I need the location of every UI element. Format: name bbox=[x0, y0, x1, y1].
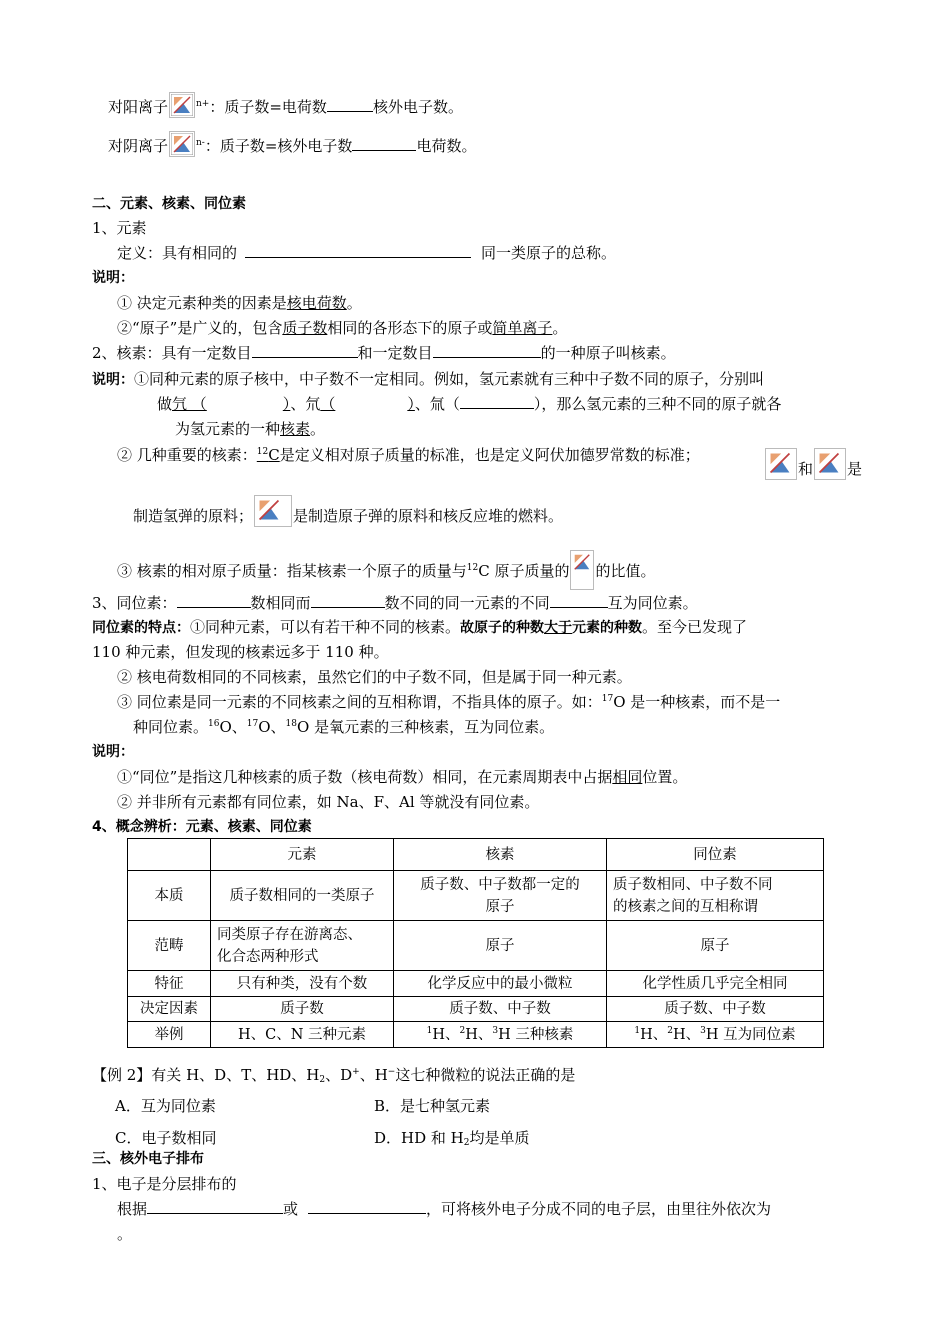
broken-image-icon bbox=[169, 92, 195, 118]
table-cell: 本质 bbox=[128, 871, 211, 921]
text: 、H bbox=[359, 1066, 388, 1084]
section-2-title: 二、元素、核素、同位素 bbox=[92, 196, 246, 212]
text: 电荷数。 bbox=[416, 137, 477, 155]
text: O 是氧元素的三种核素，互为同位素。 bbox=[297, 718, 555, 736]
table-row bbox=[128, 921, 824, 971]
text: 核电荷数 bbox=[286, 294, 347, 312]
cell-line: 的核素之间的互相称谓 bbox=[613, 898, 758, 915]
example-2-question bbox=[92, 1065, 575, 1085]
table-cell bbox=[211, 921, 394, 971]
text: 。 bbox=[552, 319, 568, 337]
electron-shell-line-end: 。 bbox=[117, 1225, 133, 1243]
note-item-1 bbox=[117, 293, 362, 313]
text: ③ 同位素是同一元素的不同核素之间的互相称谓，不指具体的原子。如： bbox=[117, 693, 602, 711]
text: O、 bbox=[219, 718, 247, 736]
cell-line: 质子数、中子数都一定的 bbox=[420, 876, 580, 893]
blank bbox=[433, 343, 541, 358]
text: 做 bbox=[157, 395, 173, 413]
table-cell: 质子数、中子数 bbox=[607, 997, 824, 1022]
text: 同位素的特点： bbox=[92, 620, 190, 636]
text: 制造氢弹的原料； bbox=[133, 507, 254, 525]
text: 3、同位素： bbox=[92, 594, 177, 612]
isotope-feature-1b: 110 种元素，但发现的核素远多于 110 种。 bbox=[92, 643, 389, 661]
superscript: 2 bbox=[459, 1025, 466, 1036]
table-cell: 核素 bbox=[394, 839, 607, 871]
text: 大于 bbox=[544, 620, 573, 636]
nuclide-note-3 bbox=[117, 550, 656, 590]
table-cell bbox=[128, 839, 211, 871]
text: 核外电子数。 bbox=[372, 98, 463, 116]
superscript: 16 bbox=[208, 719, 220, 729]
note-item-4: ② 并非所有元素都有同位素，如 Na、F、Al 等就没有同位素。 bbox=[117, 793, 540, 811]
text: 是 bbox=[847, 460, 863, 478]
blank bbox=[252, 343, 358, 358]
text: 【例 2】有关 H、D、T、HD、H bbox=[92, 1066, 320, 1084]
superscript: 1 bbox=[634, 1025, 641, 1036]
text: ③ 核素的相对原子质量：指某核素一个原子的质量与 bbox=[117, 562, 467, 580]
broken-image-icon bbox=[169, 131, 195, 157]
text: C 原子质量的 bbox=[478, 562, 570, 580]
table-row bbox=[128, 1022, 824, 1048]
text bbox=[320, 395, 415, 413]
text: 这七种微粒的说法正确的是 bbox=[395, 1066, 576, 1084]
text: 、氘 bbox=[290, 395, 321, 413]
anion-line bbox=[108, 131, 476, 157]
subsection-4-title: 4、概念辨析：元素、核素、同位素 bbox=[92, 819, 312, 835]
nuclide-definition bbox=[92, 343, 676, 363]
cell-line: 原子 bbox=[485, 898, 515, 915]
blank bbox=[311, 593, 385, 608]
isotope-feature-1a bbox=[92, 617, 747, 638]
superscript: 1 bbox=[426, 1025, 433, 1036]
text: 同一类原子的总称。 bbox=[481, 244, 617, 262]
text: 定义：具有相同的 bbox=[117, 244, 238, 262]
definition-line bbox=[117, 243, 616, 263]
table-header-row bbox=[128, 839, 824, 871]
text: ，可将核外电子分成不同的电子层，由里往外依次为 bbox=[426, 1200, 772, 1218]
text: 对阳离子 bbox=[108, 98, 169, 116]
text: H、 bbox=[672, 1026, 701, 1043]
superscript: n+ bbox=[196, 99, 210, 109]
text: 或 bbox=[283, 1200, 299, 1218]
text: ①“同位”是指这几种核素的质子数（核电荷数）相同，在元素周期表中占据 bbox=[117, 768, 613, 786]
isotope-feature-3a bbox=[117, 692, 780, 712]
nuclide-note-1a bbox=[92, 369, 764, 390]
blank bbox=[550, 593, 608, 608]
note-item-3 bbox=[117, 767, 687, 787]
text: ：质子数=核外电子数 bbox=[204, 137, 353, 155]
superscript: 3 bbox=[492, 1025, 499, 1036]
table-cell: 范畴 bbox=[128, 921, 211, 971]
text: 和 bbox=[798, 460, 814, 478]
broken-image-icon bbox=[814, 448, 846, 480]
text: 相同的各形态下的原子或 bbox=[327, 319, 493, 337]
superscript: 2 bbox=[667, 1025, 673, 1036]
text: 是定义相对原子质量的标准，也是定义阿伏加德罗常数的标准； bbox=[279, 446, 700, 464]
table-cell: 原子 bbox=[607, 921, 824, 971]
table-cell: 同位素 bbox=[607, 839, 824, 871]
text: （ bbox=[320, 395, 336, 413]
text: 简单离子 bbox=[492, 319, 553, 337]
text bbox=[257, 446, 280, 464]
text: 的一种原子叫核素。 bbox=[540, 344, 676, 362]
nuclide-note-2a bbox=[117, 445, 700, 465]
note-item-2 bbox=[117, 318, 567, 338]
broken-image-icon bbox=[765, 448, 797, 480]
text: 。 bbox=[310, 420, 326, 438]
blank bbox=[308, 1199, 426, 1214]
text: O 是一种核素，而不是一 bbox=[613, 693, 781, 711]
text: 质子数 bbox=[282, 319, 328, 337]
cell-line: 质子数相同、中子数不同 bbox=[613, 876, 773, 893]
note-label: 说明： bbox=[92, 270, 134, 286]
isotope-definition bbox=[92, 593, 698, 613]
text: ①同种元素，可以有若干种不同的核素。 bbox=[190, 618, 461, 636]
table-cell bbox=[394, 871, 607, 921]
superscript: n- bbox=[196, 138, 205, 148]
table-row bbox=[128, 971, 824, 997]
text: 互为同位素。 bbox=[607, 594, 698, 612]
superscript: 12 bbox=[466, 563, 479, 573]
text: 数不同的同一元素的不同 bbox=[384, 594, 550, 612]
isotope-feature-3b bbox=[133, 717, 554, 737]
table-row bbox=[128, 997, 824, 1022]
nuclide-note-1c bbox=[175, 419, 325, 439]
text: H、 bbox=[640, 1026, 668, 1043]
text: 2、核素：具有一定数目 bbox=[92, 344, 252, 362]
text: 是制造原子弹的原料和核反应堆的燃料。 bbox=[293, 507, 564, 525]
table-cell bbox=[394, 1022, 607, 1048]
text: 位置。 bbox=[642, 768, 688, 786]
text: C bbox=[268, 446, 280, 464]
blank bbox=[245, 243, 471, 258]
table-cell: 只有种类，没有个数 bbox=[211, 971, 394, 997]
cell-line: 化合态两种形式 bbox=[217, 948, 319, 965]
text: 为氢元素的一种 bbox=[175, 420, 281, 438]
text: ） bbox=[407, 395, 415, 413]
text: ），那么氢元素的三种不同的原子就各 bbox=[533, 395, 782, 413]
text: 故原子的种数 bbox=[460, 620, 545, 636]
table-cell: 质子数相同的一类原子 bbox=[211, 871, 394, 921]
text: 和一定数目 bbox=[357, 344, 433, 362]
text: ①同种元素的原子核中，中子数不一定相同。例如，氢元素就有三种中子数不同的原子，分别叫 bbox=[134, 370, 765, 388]
text: H、 bbox=[432, 1026, 460, 1043]
table-cell: 特征 bbox=[128, 971, 211, 997]
cell-line: 同类原子存在游离态、 bbox=[217, 926, 362, 943]
table-cell: 化学反应中的最小微粒 bbox=[394, 971, 607, 997]
electron-subsection-title: 1、电子是分层排布的 bbox=[92, 1175, 237, 1193]
table-cell: 质子数、中子数 bbox=[394, 997, 607, 1022]
note-label: 说明： bbox=[92, 744, 134, 760]
table-cell: 化学性质几乎完全相同 bbox=[607, 971, 824, 997]
text: O、 bbox=[258, 718, 286, 736]
electron-shell-line bbox=[117, 1199, 771, 1219]
table-cell: 举例 bbox=[128, 1022, 211, 1048]
text: ：质子数=电荷数 bbox=[209, 98, 327, 116]
superscript: − bbox=[387, 1067, 396, 1077]
text: ② 几种重要的核素： bbox=[117, 446, 257, 464]
nuclide-images-row bbox=[764, 448, 862, 480]
blank bbox=[147, 1199, 283, 1214]
text: 说明： bbox=[92, 372, 134, 388]
option-a: A．互为同位素 bbox=[115, 1097, 216, 1115]
table-cell: 原子 bbox=[394, 921, 607, 971]
text: D．HD 和 H bbox=[374, 1129, 464, 1147]
option-b: B．是七种氢元素 bbox=[374, 1097, 491, 1115]
concept-comparison-table bbox=[127, 838, 824, 1048]
text: 对阴离子 bbox=[108, 137, 169, 155]
subscript: 2 bbox=[319, 1075, 326, 1085]
text: ① 决定元素种类的因素是 bbox=[117, 294, 287, 312]
table-cell: 质子数 bbox=[211, 997, 394, 1022]
text: 种同位素。 bbox=[133, 718, 209, 736]
text: 。 bbox=[346, 294, 362, 312]
isotope-feature-2: ② 核电荷数相同的不同核素，虽然它们的中子数不同，但是属于同一种元素。 bbox=[117, 668, 632, 686]
superscript: 3 bbox=[700, 1025, 706, 1036]
broken-image-icon bbox=[570, 550, 594, 590]
text: 。至今已发现了 bbox=[642, 618, 748, 636]
section-3-title: 三、核外电子排布 bbox=[92, 1151, 204, 1167]
text: 的比值。 bbox=[595, 562, 656, 580]
text: 均是单质 bbox=[469, 1129, 530, 1147]
subsection-1-title: 1、元素 bbox=[92, 219, 147, 237]
table-row bbox=[128, 871, 824, 921]
text: H 三种核素 bbox=[498, 1026, 574, 1043]
blank bbox=[177, 593, 251, 608]
superscript: + bbox=[352, 1067, 360, 1077]
table-cell: H、C、N 三种元素 bbox=[211, 1022, 394, 1048]
text: H 互为同位素 bbox=[705, 1026, 796, 1043]
text: H、 bbox=[465, 1026, 493, 1043]
superscript: 17 bbox=[246, 719, 259, 729]
text: 、D bbox=[325, 1066, 353, 1084]
option-c: C．电子数相同 bbox=[115, 1129, 217, 1147]
blank bbox=[327, 97, 373, 112]
superscript: 12 bbox=[256, 447, 269, 457]
table-cell bbox=[607, 1022, 824, 1048]
subscript: 2 bbox=[463, 1138, 470, 1148]
nuclide-note-2b bbox=[133, 495, 563, 527]
blank bbox=[460, 394, 534, 409]
superscript: 17 bbox=[601, 694, 614, 704]
text: 元素的种数 bbox=[572, 620, 643, 636]
nuclide-note-1b bbox=[157, 394, 781, 414]
text: 数相同而 bbox=[250, 594, 311, 612]
text: 核素 bbox=[280, 420, 311, 438]
table-cell: 元素 bbox=[211, 839, 394, 871]
table-cell bbox=[607, 871, 824, 921]
superscript: 18 bbox=[285, 719, 297, 729]
broken-image-icon bbox=[254, 495, 292, 527]
text bbox=[172, 395, 290, 413]
blank bbox=[352, 136, 416, 151]
text: 、氚（ bbox=[414, 395, 460, 413]
table-cell: 决定因素 bbox=[128, 997, 211, 1022]
text: ②“原子”是广义的，包含 bbox=[117, 319, 283, 337]
text: 相同 bbox=[612, 768, 643, 786]
cation-line bbox=[108, 92, 463, 118]
text: 氕 （ bbox=[172, 395, 207, 413]
text: ） bbox=[282, 395, 291, 413]
text: 根据 bbox=[117, 1200, 148, 1218]
option-d bbox=[374, 1128, 530, 1148]
